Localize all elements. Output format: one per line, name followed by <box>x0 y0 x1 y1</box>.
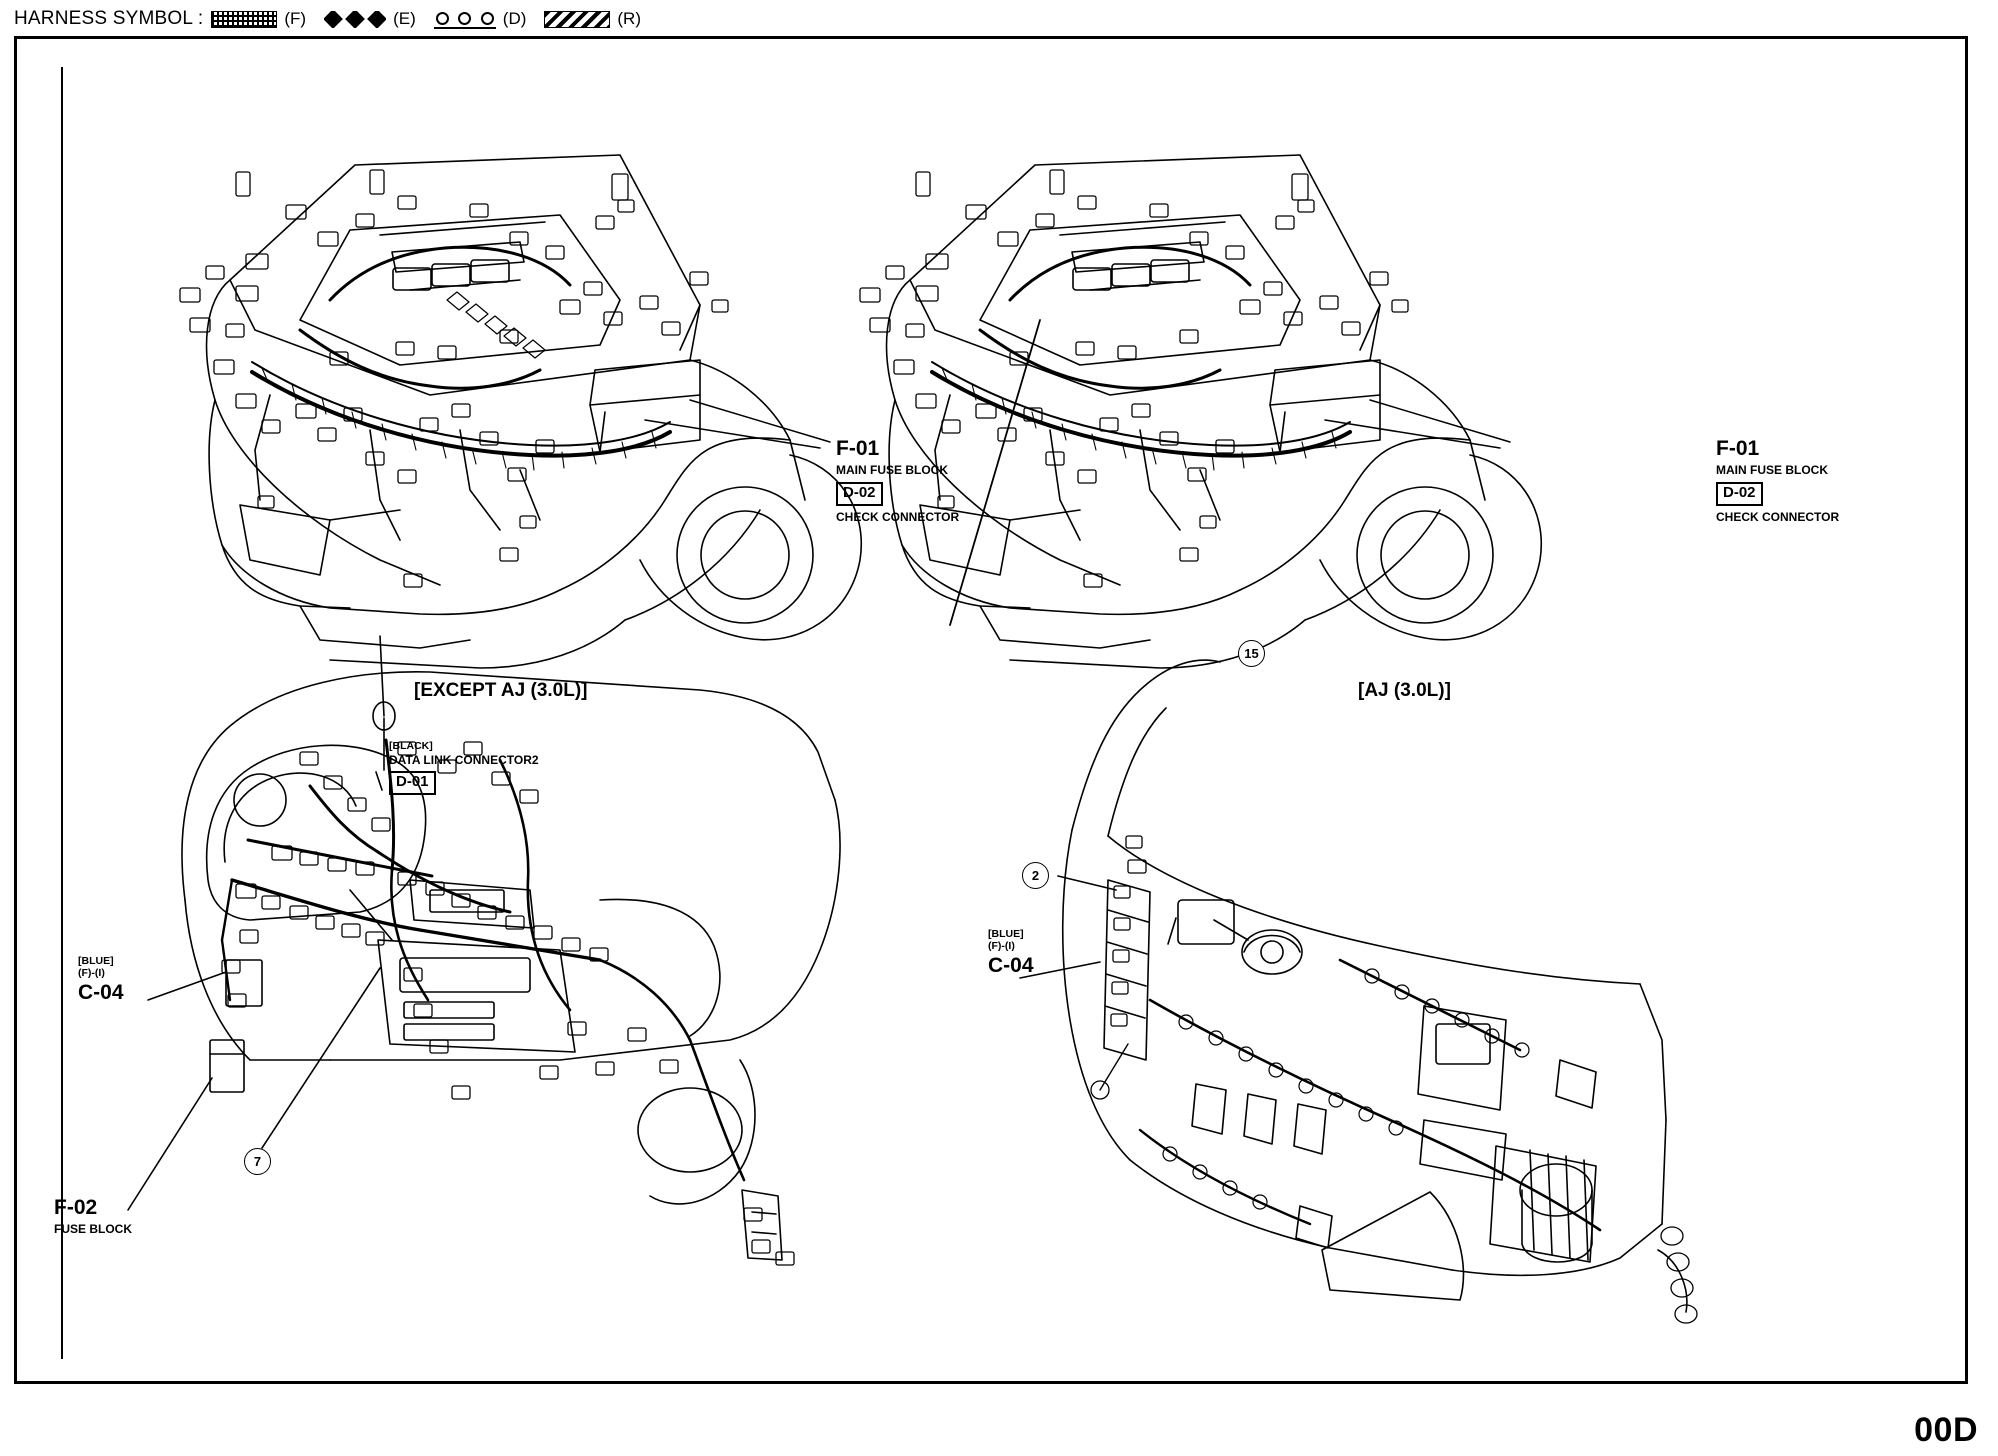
marker-15: 15 <box>1238 640 1265 667</box>
c-04-color-left: [BLUE] <box>78 955 114 967</box>
legend-title: HARNESS SYMBOL : <box>14 8 204 29</box>
engine-room-except-aj-illustration <box>180 155 861 668</box>
f-01-code: F-01 <box>836 437 880 460</box>
c-04-sub-right: (F)-(I) <box>988 940 1015 952</box>
d-02-code-2: D-02 <box>1716 482 1763 506</box>
d-01-desc: DATA LINK CONNECTOR2 <box>389 753 539 767</box>
c-04-code-left: C-04 <box>78 981 124 1004</box>
c-04-sub-left: (F)-(I) <box>78 967 105 979</box>
f-01-code-2: F-01 <box>1716 437 1760 460</box>
marker-2: 2 <box>1022 862 1049 889</box>
c-04-color-right: [BLUE] <box>988 928 1024 940</box>
legend-code-d: (D) <box>502 9 527 28</box>
engine-room-aj-illustration <box>860 155 1541 668</box>
f-01-desc: MAIN FUSE BLOCK <box>836 463 948 477</box>
legend-code-r: (R) <box>617 9 641 28</box>
d-02-desc: CHECK CONNECTOR <box>836 509 960 524</box>
c-04-code-right: C-04 <box>988 954 1034 977</box>
instrument-panel-left-illustration <box>128 636 840 1265</box>
f-01-desc-2: MAIN FUSE BLOCK <box>1716 463 1828 477</box>
d-02-desc-2: CHECK CONNECTOR <box>1716 509 1840 524</box>
c-04-callout-right <box>988 928 1034 978</box>
page-code: 00D <box>1914 1411 1978 1449</box>
instrument-panel-right-illustration <box>1020 660 1697 1323</box>
f-01-callout-2 <box>1716 437 1839 524</box>
f-02-code: F-02 <box>54 1196 98 1219</box>
d-01-code: D-01 <box>389 771 436 795</box>
d-01-color: [BLACK] <box>389 740 433 752</box>
marker-7: 7 <box>244 1148 271 1175</box>
caption-aj: [AJ (3.0L)] <box>1358 680 1451 701</box>
f-01-callout-1 <box>836 437 959 524</box>
c-04-callout-left <box>78 955 124 1005</box>
f-02-callout <box>54 1196 132 1236</box>
f-02-desc: FUSE BLOCK <box>54 1222 132 1236</box>
d-01-callout <box>389 740 539 795</box>
caption-except-aj: [EXCEPT AJ (3.0L)] <box>414 680 588 701</box>
d-02-code: D-02 <box>836 482 883 506</box>
legend-code-f: (F) <box>284 9 307 28</box>
legend-code-e: (E) <box>393 9 416 28</box>
